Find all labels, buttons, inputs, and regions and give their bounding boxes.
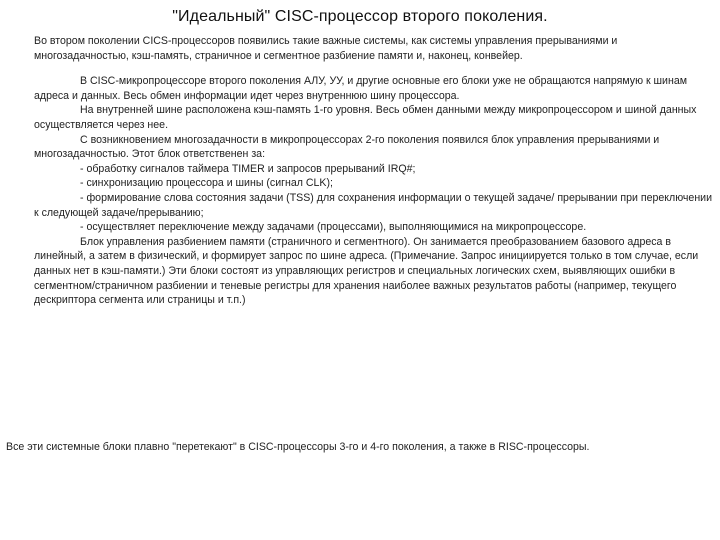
slide-body [34, 34, 712, 308]
paragraph-interrupts: С возникновением многозадачности в микропроцессорах 2-го поколения появился блок управления прерываниями и многозадачностью. Этот блок ответственен за: [34, 133, 660, 161]
slide-title: "Идеальный" CISC-процессор второго поколения. [172, 8, 548, 25]
final-sentence: Все эти системные блоки плавно "перетекают" в CISC-процессоры 3-го и 4-го поколения, а также в RISC-процессоры. [6, 441, 590, 453]
paragraph-bus: В CISC-микропроцессоре второго поколения АЛУ, УУ, и другие основные его блоки уже не обращаются напрямую к шинам адреса и данных. Весь обмен информации идет через внутреннюю шину процессора. [34, 75, 688, 102]
paragraph-cache: На внутренней шине расположена кэш-память 1-го уровня. Весь обмен данными между микропроцессором и шиной данных осуществляется через нее. [34, 104, 697, 131]
list-item-switching: - осуществляет переключение между задачами (процессами), выполняющимися на микропроцессоре. [80, 221, 587, 234]
intro-paragraph: Во втором поколении CICS-процессоров появились такие важные системы, как системы управления прерываниями и многозадачностью, кэш-память, страничное и сегментное разбиение памяти и, наконец, конвейер. [34, 35, 618, 62]
paragraph-paging: Блок управления разбиением памяти (страничного и сегментного). Он занимается преобразованием базового адреса в линейный, а затем в физический, и формирует запрос по шине адреса. (Примечание. Запрос инициируется только в том случае, если данных нет в кэш-памяти.) Эти блоки состоят из управляющих регистров и специальных логических схем, выявляющих ошибки в сегментном/страничном разбиении и теневые регистры для хранения наиболее важных результатов работы (например, текущего дескриптора сегмента или страницы и т.п.) [34, 235, 699, 307]
list-item-clk: - синхронизацию процессора и шины (сигнал CLK); [80, 177, 333, 190]
list-item-timer: - обработку сигналов таймера TIMER и запросов прерываний IRQ#; [80, 162, 416, 175]
list-item-tss: - формирование слова состояния задачи (TSS) для сохранения информации о текущей задаче/ прерывании при переключении к следующей задаче/прерыванию; [34, 191, 713, 219]
